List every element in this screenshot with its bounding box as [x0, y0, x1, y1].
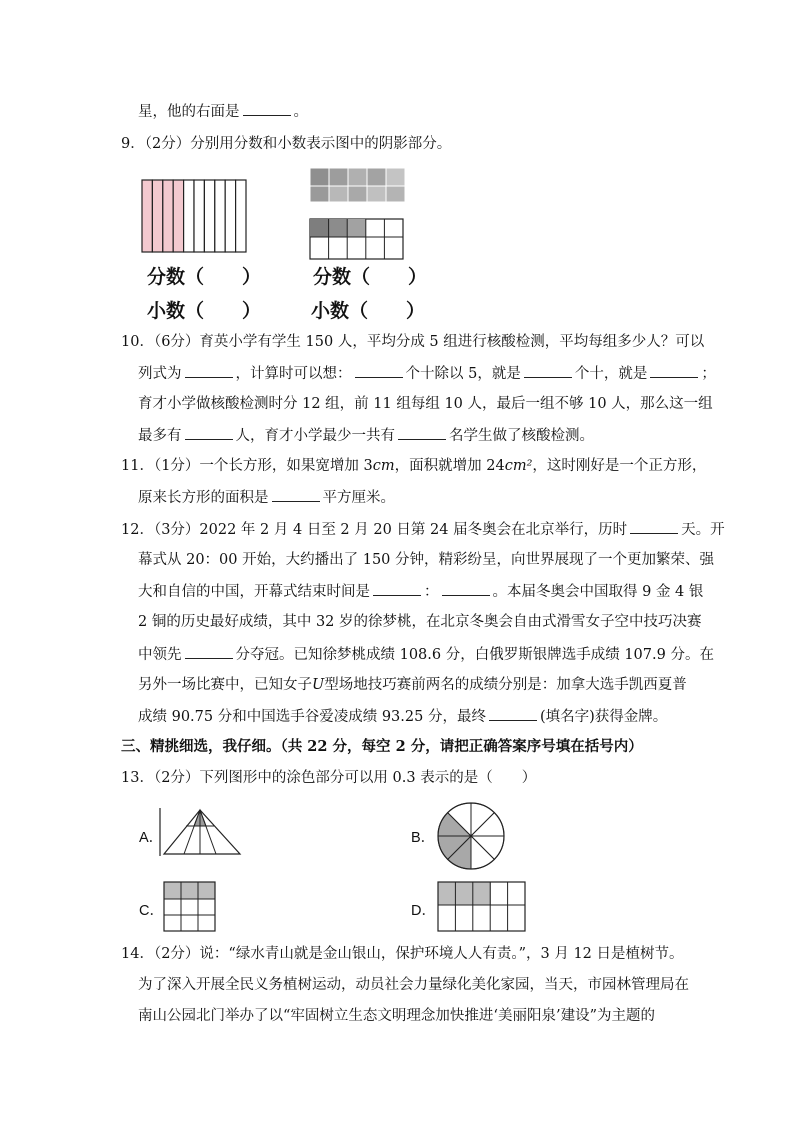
- question-9: 9．（2分）分别用分数和小数表示图中的阴影部分。: [121, 136, 452, 152]
- text: (填名字)获得金牌。: [539, 709, 668, 725]
- text: ：: [424, 584, 439, 600]
- text: 列式为: [138, 366, 182, 382]
- text: 天。开: [681, 522, 725, 538]
- q9-right-fraction-label: 分数（ ）: [313, 266, 428, 288]
- answer-blank[interactable]: [185, 644, 233, 659]
- unit: cm²: [504, 458, 533, 474]
- strip: [215, 180, 225, 252]
- text: 10．（6分）育英小学有学生 150 人，平均分成 5 组进行核酸检测，平均每组多少人？可以: [121, 334, 705, 350]
- text: 12．（3分）2022 年 2 月 4 日至 2 月 20 日第 24 届冬奥会在北京举行，历时: [121, 522, 628, 538]
- question-14-line-3: 南山公园北门举办了以“牢固树立生态文明理念加快推进‘美丽阳泉’建设”为主题的: [138, 1008, 656, 1024]
- text: ；: [701, 366, 716, 382]
- question-13: 13．（2分）下列图形中的涂色部分可以用 0.3 表示的是（ ）: [121, 770, 537, 786]
- question-11-line-1: [121, 456, 706, 476]
- answer-blank[interactable]: [243, 101, 291, 116]
- answer-blank[interactable]: [185, 363, 233, 378]
- answer-blank[interactable]: [398, 425, 446, 440]
- question-14-line-2: 为了深入开展全民义务植树运动，动员社会力量绿化美化家园，当天，市园林管理局在: [138, 977, 689, 993]
- section-3-heading: 三、精挑细选，我仔细。（共 22 分，每空 2 分，请把正确答案序号填在括号内）: [121, 738, 643, 755]
- answer-blank[interactable]: [489, 706, 537, 721]
- option-a-label[interactable]: A．: [139, 830, 164, 846]
- text: 平方厘米。: [322, 490, 395, 506]
- text: 。: [293, 104, 308, 120]
- answer-blank[interactable]: [272, 487, 320, 502]
- text: 型场地技巧赛前两名的成绩分别是：加拿大选手凯西夏普: [324, 677, 687, 693]
- option-b-label[interactable]: B．: [411, 830, 436, 846]
- q9-left-fraction-label: 分数（ ）: [147, 266, 262, 288]
- text: 11．（1分）一个长方形，如果宽增加 3: [121, 458, 373, 474]
- shaded-strip: [142, 180, 152, 252]
- question-12-line-4: 2 铜的历史最好成绩，其中 32 岁的徐梦桃，在北京冬奥会自由式滑雪女子空中技巧决赛: [138, 614, 702, 630]
- text: 个十，就是: [574, 366, 648, 382]
- question-11-line-2: [138, 487, 395, 508]
- answer-blank[interactable]: [650, 363, 698, 378]
- text: ，这时刚好是一个正方形，: [532, 458, 707, 474]
- text: 个十除以 5，就是: [405, 366, 521, 382]
- option-d-grid-figure: [436, 880, 528, 934]
- q9-left-decimal-label: 小数（ ）: [147, 300, 262, 322]
- text: 成绩 90.75 分和中国选手谷爱凌成绩 93.25 分，最终: [138, 709, 486, 725]
- text: 原来长方形的面积是: [138, 490, 269, 506]
- q9-grid-figure: [308, 166, 410, 262]
- option-b-circle-figure: [435, 800, 507, 872]
- text: ，面积就增加 24: [394, 458, 505, 474]
- question-12-line-1: [121, 519, 725, 540]
- q9-right-decimal-label: 小数（ ）: [311, 300, 426, 322]
- text: 大和自信的中国，开幕式结束时间是: [138, 584, 370, 600]
- answer-blank[interactable]: [442, 581, 490, 596]
- text: 另外一场比赛中，已知女子: [138, 677, 312, 693]
- option-c-grid-figure: [162, 880, 218, 934]
- shaded-strip: [173, 180, 183, 252]
- text: 人，育才小学最少一共有: [235, 428, 395, 444]
- question-14-line-1: 14．（2分）说：“绿水青山就是金山银山，保护环境人人有责。”，3 月 12 日是植树节。: [121, 946, 684, 962]
- question-12-line-3: [138, 581, 703, 602]
- q9-strip-figure: [140, 178, 250, 254]
- option-a-triangle-figure: [158, 806, 244, 858]
- question-12-line-7: [138, 706, 667, 727]
- strip: [225, 180, 235, 252]
- question-10-line-3: 育才小学做核酸检测时分 12 组，前 11 组每组 10 人，最后一组不够 10 人，那么这一组: [138, 396, 713, 412]
- text: 。本届冬奥会中国取得 9 金 4 银: [492, 584, 704, 600]
- shaded-strip: [152, 180, 162, 252]
- answer-blank[interactable]: [373, 581, 421, 596]
- strip: [236, 180, 246, 252]
- answer-blank[interactable]: [630, 519, 678, 534]
- question-12-line-5: [138, 644, 714, 665]
- strip: [184, 180, 194, 252]
- option-c-label[interactable]: C．: [139, 903, 164, 919]
- strip: [204, 180, 214, 252]
- text: ，计算时可以想：: [235, 366, 352, 382]
- answer-blank[interactable]: [355, 363, 403, 378]
- text: 中领先: [138, 647, 182, 663]
- text-line: [138, 101, 308, 122]
- question-10-line-4: [138, 425, 594, 446]
- answer-blank[interactable]: [524, 363, 572, 378]
- answer-blank[interactable]: [185, 425, 233, 440]
- question-10-line-2: [138, 363, 716, 384]
- option-d-label[interactable]: D．: [411, 903, 436, 919]
- question-12-line-2: 幕式从 20：00 开始，大约播出了 150 分钟，精彩纷呈，向世界展现了一个更加繁荣、强: [138, 552, 715, 568]
- question-12-line-6: [138, 675, 687, 695]
- text: 最多有: [138, 428, 182, 444]
- strip: [194, 180, 204, 252]
- text: 星，他的右面是: [138, 104, 240, 120]
- italic-letter: U: [312, 677, 325, 693]
- text: 名学生做了核酸检测。: [449, 428, 594, 444]
- text: 分夺冠。已知徐梦桃成绩 108.6 分，白俄罗斯银牌选手成绩 107.9 分。在: [235, 647, 714, 663]
- unit: cm: [372, 458, 395, 474]
- shaded-strip: [163, 180, 173, 252]
- question-10-line-1: [121, 332, 704, 352]
